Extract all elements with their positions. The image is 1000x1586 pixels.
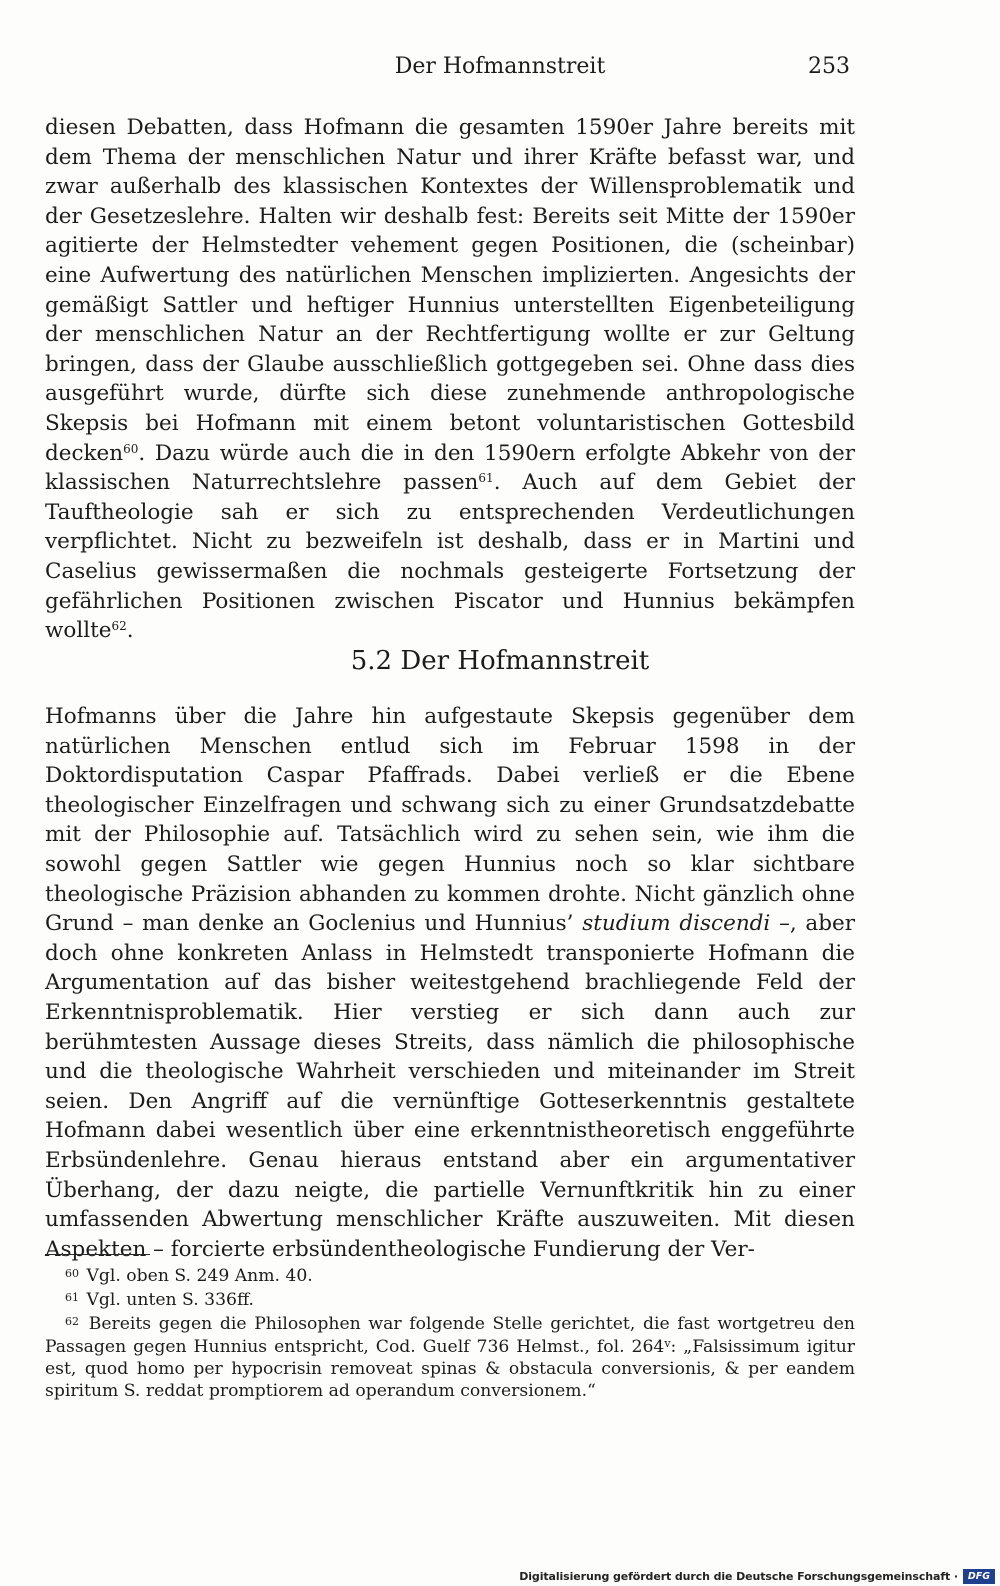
- footnote-divider: [45, 1254, 150, 1255]
- footnote-number-62: 62: [65, 1315, 79, 1329]
- footnote-60: [45, 1263, 855, 1287]
- paragraph-1-text-b: . Dazu würde auch die in den 1590ern erfolgte Abkehr von der klassischen Naturrechtslehre passen: [45, 440, 855, 496]
- footnote-61: [45, 1287, 855, 1311]
- paragraph-1-text-d: .: [126, 618, 134, 644]
- footnote-number-61: 61: [65, 1291, 79, 1305]
- footnote-62: [45, 1311, 855, 1402]
- dfg-logo: DFG: [963, 1569, 995, 1584]
- footnote-ref-61: 61: [478, 471, 494, 486]
- footnotes: [45, 1263, 855, 1402]
- footnote-text-62b: : „Falsissimum igitur est, quod homo per hypocrisin removeat spinas & obstacula conversionis, & per eandem spiritum S. reddat promptiorem ad operandum conversionem.“: [45, 1336, 855, 1402]
- paragraph-1-text-a: diesen Debatten, dass Hofmann die gesamten 1590er Jahre bereits mit dem Thema der menschlichen Natur und ihrer Kräfte befasst war, und zwar außerhalb des klassischen Kontextes der Willensproblematik und der Gesetzeslehre. Halten wir deshalb fest: Bereits seit Mitte der 1590er agitierte der Helmstedter vehement gegen Positionen, die (scheinbar) eine Aufwertung des natürlichen Menschen implizierten. Angesichts der gemäßigt Sattler und heftiger Hunnius unterstellten Eigenbeteiligung der menschlichen Natur an der Rechtfertigung wollte er zur Geltung bringen, dass der Glaube ausschließlich gottgegeben sei. Ohne dass dies ausgeführt wurde, dürfte sich diese zunehmende anthropologische Skepsis bei Hofmann mit einem betont voluntaristischen Gottesbild decken: [45, 115, 855, 466]
- paragraph-1-text-c: . Auch auf dem Gebiet der Tauftheologie sah er sich zu entsprechenden Verdeutlichungen verpflichtet. Nicht zu bezweifeln ist deshalb, dass er in Martini und Caselius gewissermaßen die nochmals gesteigerte Fortsetzung der gefährlichen Positionen zwischen Piscator und Hunnius bekämpfen wollte: [45, 470, 855, 644]
- paragraph-2-italic-term: studium discendi: [582, 911, 771, 937]
- page-number: 253: [808, 54, 850, 79]
- footnote-number-60: 60: [65, 1267, 79, 1280]
- section-heading: 5.2 Der Hofmannstreit: [350, 646, 650, 676]
- footnote-text-62a: Bereits gegen die Philosophen war folgende Stelle gerichtet, die fast wortgetreu den Passagen gegen Hunnius entspricht, Cod. Guelf 736 Helmst., fol. 264: [45, 1314, 855, 1357]
- paragraph-2: [45, 702, 855, 1264]
- footnote-text-61: Vgl. unten S. 336ff.: [86, 1290, 255, 1311]
- footnote-ref-60: 60: [123, 441, 139, 456]
- digitization-footer: [0, 1566, 1000, 1586]
- folio-verso-mark: v: [664, 1336, 671, 1350]
- paragraph-2-text-a: Hofmanns über die Jahre hin aufgestaute Skepsis gegenüber dem natürlichen Menschen entlud sich im Februar 1598 in der Doktordisputation Caspar Pfaffrads. Dabei verließ er die Ebene theologischer Einzelfragen und schwang sich zu einer Grundsatzdebatte mit der Philosophie auf. Tatsächlich wird zu sehen sein, wie ihm die sowohl gegen Sattler wie gegen Hunnius noch so klar sichtbare theologische Präzision abhanden zu kommen drohte. Nicht gänzlich ohne Grund – man denke an Goclenius und Hunnius’: [45, 704, 855, 937]
- footnote-ref-62: 62: [111, 619, 127, 634]
- paragraph-2-text-b: –, aber doch ohne konkreten Anlass in Helmstedt transponierte Hofmann die Argumentation auf das bisher weitestgehend brachliegende Feld der Erkenntnisproblematik. Hier verstieg er sich dann auch zur berühmtesten Aussage dieses Streits, dass nämlich die philosophische und die theologische Wahrheit verschieden und miteinander im Streit seien. Den Angriff auf die vernünftige Gotteserkenntnis gestaltete Hofmann dabei wesentlich über eine erkenntnistheoretisch enggeführte Erbsündenlehre. Genau hieraus entstand aber ein argumentativer Überhang, der dazu neigte, die partielle Vernunftkritik hin zu einer umfassenden Abwertung menschlicher Kräfte auszuweiten. Mit diesen Aspekten – forcierte erbsündentheologische Fundierung der Ver-: [45, 911, 855, 1262]
- running-title: Der Hofmannstreit: [394, 54, 606, 79]
- footnote-text-60: Vgl. oben S. 249 Anm. 40.: [86, 1266, 313, 1286]
- paragraph-1: [45, 113, 855, 646]
- funding-notice: Digitalisierung gefördert durch die Deutsche Forschungsgemeinschaft ·: [519, 1570, 958, 1583]
